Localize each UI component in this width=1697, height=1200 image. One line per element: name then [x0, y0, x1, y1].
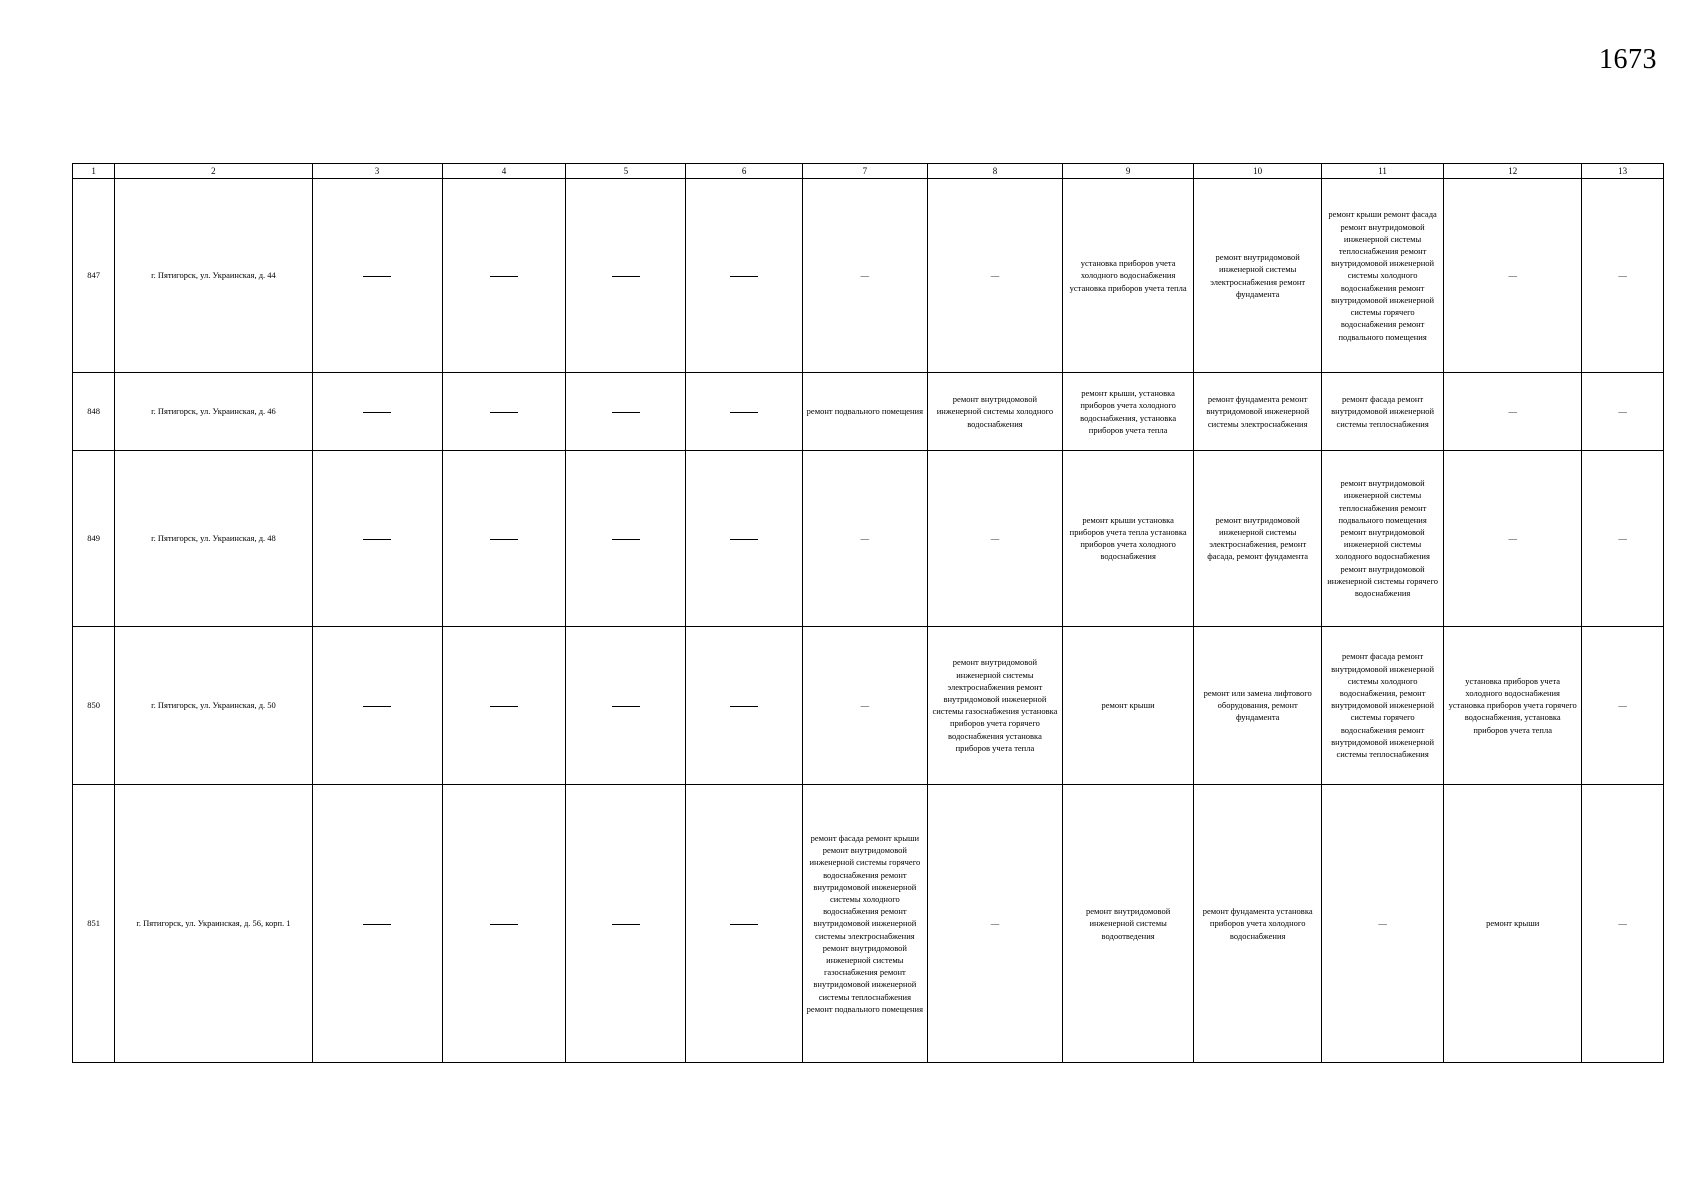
dash-mark: [363, 924, 391, 925]
table-row: [73, 373, 1664, 451]
work-cell: ремонт или замена лифтового оборудования, ремонт фундамента: [1194, 626, 1322, 784]
empty-cell: [442, 450, 566, 626]
work-cell: —: [1582, 626, 1664, 784]
column-number-row: [73, 164, 1664, 179]
empty-cell: [442, 784, 566, 1062]
column-header: 9: [1063, 164, 1194, 179]
work-cell: —: [802, 626, 927, 784]
empty-cell: [566, 373, 686, 451]
empty-cell: [566, 784, 686, 1062]
work-cell: ремонт фундамента ремонт внутридомовой инженерной системы электроснабжения: [1194, 373, 1322, 451]
work-cell: —: [1444, 373, 1582, 451]
work-cell: ремонт фасада ремонт внутридомовой инженерной системы холодного водоснабжения, ремонт внутридомовой инженерной системы горячего водоснабжения ремонт внутридомовой инженерной системы теплоснабжения: [1322, 626, 1444, 784]
work-cell: ремонт внутридомовой инженерной системы электроснабжения, ремонт фасада, ремонт фундамента: [1194, 450, 1322, 626]
column-header: 3: [312, 164, 442, 179]
work-cell: ремонт внутридомовой инженерной системы теплоснабжения ремонт подвального помещения ремонт внутридомовой инженерной системы холодного водоснабжения ремонт внутридомовой инженерной системы горячего водоснабжения: [1322, 450, 1444, 626]
column-header: 5: [566, 164, 686, 179]
work-cell: ремонт внутридомовой инженерной системы электроснабжения ремонт фундамента: [1194, 179, 1322, 373]
work-cell: —: [1322, 784, 1444, 1062]
address-cell: г. Пятигорск, ул. Украинская, д. 50: [115, 626, 312, 784]
capital-repair-schedule-table: [72, 163, 1664, 1063]
work-cell: ремонт внутридомовой инженерной системы водоотведения: [1063, 784, 1194, 1062]
empty-cell: [686, 784, 803, 1062]
row-number: 849: [73, 450, 115, 626]
work-cell: установка приборов учета холодного водоснабжения установка приборов учета тепла: [1063, 179, 1194, 373]
dash-mark: [363, 539, 391, 540]
work-cell: —: [927, 450, 1062, 626]
table-row: [73, 784, 1664, 1062]
column-header: 10: [1194, 164, 1322, 179]
address-cell: г. Пятигорск, ул. Украинская, д. 46: [115, 373, 312, 451]
address-cell: г. Пятигорск, ул. Украинская, д. 56, корп. 1: [115, 784, 312, 1062]
column-header: 1: [73, 164, 115, 179]
dash-mark: [363, 412, 391, 413]
empty-cell: [312, 784, 442, 1062]
dash-mark: [612, 539, 640, 540]
empty-cell: [442, 373, 566, 451]
empty-cell: [312, 373, 442, 451]
page-number: 1673: [1599, 44, 1657, 75]
work-cell: —: [1444, 179, 1582, 373]
empty-cell: [566, 450, 686, 626]
empty-cell: [686, 179, 803, 373]
dash-mark: [730, 924, 758, 925]
work-cell: ремонт фасада ремонт крыши ремонт внутридомовой инженерной системы горячего водоснабжения ремонт внутридомовой инженерной системы холодного водоснабжения ремонт внутридомовой инженерной системы электроснабжения ремонт внутридомовой инженерной системы газоснабжения ремонт внутридомовой инженерной системы теплоснабжения ремонт подвального помещения: [802, 784, 927, 1062]
column-header: 13: [1582, 164, 1664, 179]
column-header: 4: [442, 164, 566, 179]
column-header: 2: [115, 164, 312, 179]
empty-cell: [686, 626, 803, 784]
row-number: 848: [73, 373, 115, 451]
empty-cell: [312, 626, 442, 784]
dash-mark: [612, 412, 640, 413]
work-cell: —: [1582, 784, 1664, 1062]
column-header: 12: [1444, 164, 1582, 179]
table-row: [73, 626, 1664, 784]
work-cell: ремонт крыши, установка приборов учета холодного водоснабжения, установка приборов учета тепла: [1063, 373, 1194, 451]
work-cell: ремонт крыши установка приборов учета тепла установка приборов учета холодного водоснабжения: [1063, 450, 1194, 626]
empty-cell: [686, 373, 803, 451]
dash-mark: [730, 412, 758, 413]
dash-mark: [612, 706, 640, 707]
dash-mark: [363, 706, 391, 707]
work-cell: ремонт внутридомовой инженерной системы электроснабжения ремонт внутридомовой инженерной системы газоснабжения установка приборов учета горячего водоснабжения установка приборов учета тепла: [927, 626, 1062, 784]
work-cell: —: [1582, 373, 1664, 451]
address-cell: г. Пятигорск, ул. Украинская, д. 44: [115, 179, 312, 373]
work-cell: —: [1582, 179, 1664, 373]
row-number: 847: [73, 179, 115, 373]
dash-mark: [490, 924, 518, 925]
work-cell: ремонт крыши: [1444, 784, 1582, 1062]
empty-cell: [442, 179, 566, 373]
work-cell: —: [802, 179, 927, 373]
dash-mark: [490, 706, 518, 707]
row-number: 851: [73, 784, 115, 1062]
address-cell: г. Пятигорск, ул. Украинская, д. 48: [115, 450, 312, 626]
column-header: 11: [1322, 164, 1444, 179]
empty-cell: [442, 626, 566, 784]
empty-cell: [566, 626, 686, 784]
dash-mark: [363, 276, 391, 277]
work-cell: ремонт крыши: [1063, 626, 1194, 784]
dash-mark: [612, 924, 640, 925]
table-row: [73, 450, 1664, 626]
work-cell: —: [1444, 450, 1582, 626]
work-cell: установка приборов учета холодного водоснабжения установка приборов учета горячего водоснабжения, установка приборов учета тепла: [1444, 626, 1582, 784]
work-cell: —: [927, 784, 1062, 1062]
work-cell: ремонт подвального помещения: [802, 373, 927, 451]
empty-cell: [312, 179, 442, 373]
work-cell: —: [1582, 450, 1664, 626]
empty-cell: [312, 450, 442, 626]
work-cell: ремонт крыши ремонт фасада ремонт внутридомовой инженерной системы теплоснабжения ремонт внутридомовой инженерной системы холодного водоснабжения ремонт внутридомовой инженерной системы горячего водоснабжения ремонт подвального помещения: [1322, 179, 1444, 373]
work-cell: ремонт внутридомовой инженерной системы холодного водоснабжения: [927, 373, 1062, 451]
dash-mark: [730, 276, 758, 277]
column-header: 8: [927, 164, 1062, 179]
dash-mark: [490, 412, 518, 413]
dash-mark: [730, 706, 758, 707]
work-cell: ремонт фасада ремонт внутридомовой инженерной системы теплоснабжения: [1322, 373, 1444, 451]
work-cell: —: [927, 179, 1062, 373]
empty-cell: [566, 179, 686, 373]
table-row: [73, 179, 1664, 373]
dash-mark: [730, 539, 758, 540]
empty-cell: [686, 450, 803, 626]
dash-mark: [612, 276, 640, 277]
work-cell: ремонт фундамента установка приборов учета холодного водоснабжения: [1194, 784, 1322, 1062]
column-header: 6: [686, 164, 803, 179]
dash-mark: [490, 539, 518, 540]
row-number: 850: [73, 626, 115, 784]
column-header: 7: [802, 164, 927, 179]
dash-mark: [490, 276, 518, 277]
work-cell: —: [802, 450, 927, 626]
